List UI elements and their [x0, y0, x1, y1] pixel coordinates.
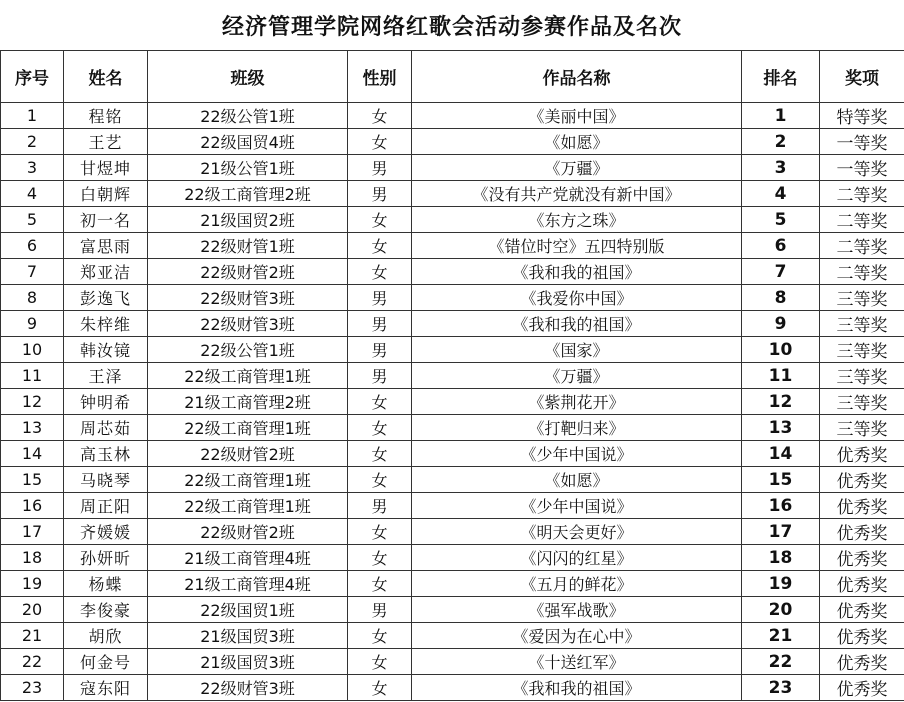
- table-header: [1, 51, 904, 103]
- cell-rank[interactable]: 12: [742, 389, 820, 415]
- cell-no[interactable]: 6: [1, 233, 64, 259]
- cell-no[interactable]: 19: [1, 571, 64, 597]
- cell-gender[interactable]: 女: [348, 519, 412, 545]
- table-row: [1, 675, 904, 701]
- cell-work[interactable]: 《强军战歌》: [412, 597, 742, 623]
- table-row: [1, 493, 904, 519]
- cell-class[interactable]: 21级国贸3班: [148, 649, 348, 675]
- cell-award[interactable]: 优秀奖: [820, 571, 904, 597]
- cell-name[interactable]: 高玉林: [64, 441, 148, 467]
- results-table: [0, 50, 904, 701]
- table-row: [1, 415, 904, 441]
- cell-class[interactable]: 21级国贸2班: [148, 207, 348, 233]
- cell-award[interactable]: 二等奖: [820, 233, 904, 259]
- cell-award[interactable]: 优秀奖: [820, 623, 904, 649]
- cell-rank[interactable]: 14: [742, 441, 820, 467]
- header-work[interactable]: 作品名称: [412, 51, 742, 103]
- cell-work[interactable]: 《万疆》: [412, 363, 742, 389]
- cell-class[interactable]: 21级工商管理2班: [148, 389, 348, 415]
- cell-name[interactable]: 周正阳: [64, 493, 148, 519]
- cell-award[interactable]: 二等奖: [820, 207, 904, 233]
- table-body: [1, 103, 904, 701]
- cell-class[interactable]: 22级公管1班: [148, 103, 348, 129]
- table-row: [1, 337, 904, 363]
- cell-no[interactable]: 9: [1, 311, 64, 337]
- cell-name[interactable]: 李俊豪: [64, 597, 148, 623]
- cell-award[interactable]: 三等奖: [820, 363, 904, 389]
- cell-name[interactable]: 王艺: [64, 129, 148, 155]
- cell-name[interactable]: 马晓琴: [64, 467, 148, 493]
- cell-work[interactable]: 《少年中国说》: [412, 493, 742, 519]
- table-row: [1, 623, 904, 649]
- cell-gender[interactable]: 男: [348, 493, 412, 519]
- header-row: [1, 51, 904, 103]
- cell-name[interactable]: 杨蝶: [64, 571, 148, 597]
- cell-no[interactable]: 21: [1, 623, 64, 649]
- cell-work[interactable]: 《紫荆花开》: [412, 389, 742, 415]
- cell-no[interactable]: 22: [1, 649, 64, 675]
- cell-class[interactable]: 22级财管3班: [148, 311, 348, 337]
- table-row: [1, 545, 904, 571]
- cell-award[interactable]: 优秀奖: [820, 675, 904, 701]
- cell-rank[interactable]: 21: [742, 623, 820, 649]
- cell-name[interactable]: 胡欣: [64, 623, 148, 649]
- cell-class[interactable]: 21级国贸3班: [148, 623, 348, 649]
- cell-gender[interactable]: 女: [348, 571, 412, 597]
- cell-no[interactable]: 5: [1, 207, 64, 233]
- cell-work[interactable]: 《少年中国说》: [412, 441, 742, 467]
- cell-class[interactable]: 22级国贸4班: [148, 129, 348, 155]
- header-award[interactable]: 奖项: [820, 51, 904, 103]
- cell-gender[interactable]: 女: [348, 623, 412, 649]
- cell-gender[interactable]: 女: [348, 233, 412, 259]
- cell-award[interactable]: 一等奖: [820, 129, 904, 155]
- cell-gender[interactable]: 女: [348, 467, 412, 493]
- cell-work[interactable]: 《五月的鲜花》: [412, 571, 742, 597]
- cell-name[interactable]: 朱梓维: [64, 311, 148, 337]
- cell-gender[interactable]: 男: [348, 363, 412, 389]
- cell-class[interactable]: 22级工商管理1班: [148, 363, 348, 389]
- cell-work[interactable]: 《闪闪的红星》: [412, 545, 742, 571]
- cell-no[interactable]: 23: [1, 675, 64, 701]
- table-row: [1, 311, 904, 337]
- cell-gender[interactable]: 女: [348, 259, 412, 285]
- header-class[interactable]: 班级: [148, 51, 348, 103]
- cell-work[interactable]: 《没有共产党就没有新中国》: [412, 181, 742, 207]
- cell-award[interactable]: 优秀奖: [820, 441, 904, 467]
- cell-rank[interactable]: 8: [742, 285, 820, 311]
- header-rank[interactable]: 排名: [742, 51, 820, 103]
- cell-no[interactable]: 16: [1, 493, 64, 519]
- cell-gender[interactable]: 男: [348, 285, 412, 311]
- cell-no[interactable]: 7: [1, 259, 64, 285]
- cell-rank[interactable]: 6: [742, 233, 820, 259]
- cell-class[interactable]: 22级工商管理2班: [148, 181, 348, 207]
- table-row: [1, 519, 904, 545]
- cell-award[interactable]: 一等奖: [820, 155, 904, 181]
- cell-award[interactable]: 二等奖: [820, 259, 904, 285]
- cell-no[interactable]: 18: [1, 545, 64, 571]
- cell-no[interactable]: 20: [1, 597, 64, 623]
- table-row: [1, 649, 904, 675]
- cell-rank[interactable]: 1: [742, 103, 820, 129]
- cell-award[interactable]: 特等奖: [820, 103, 904, 129]
- table-row: [1, 571, 904, 597]
- cell-work[interactable]: 《十送红军》: [412, 649, 742, 675]
- cell-gender[interactable]: 女: [348, 649, 412, 675]
- cell-class[interactable]: 22级财管3班: [148, 675, 348, 701]
- cell-name[interactable]: 寇东阳: [64, 675, 148, 701]
- table-row: [1, 103, 904, 129]
- cell-rank[interactable]: 10: [742, 337, 820, 363]
- cell-rank[interactable]: 18: [742, 545, 820, 571]
- cell-work[interactable]: 《爱因为在心中》: [412, 623, 742, 649]
- cell-award[interactable]: 优秀奖: [820, 519, 904, 545]
- header-name[interactable]: 姓名: [64, 51, 148, 103]
- cell-no[interactable]: 1: [1, 103, 64, 129]
- cell-gender[interactable]: 女: [348, 415, 412, 441]
- cell-name[interactable]: 白朝辉: [64, 181, 148, 207]
- cell-gender[interactable]: 女: [348, 129, 412, 155]
- cell-name[interactable]: 周芯茹: [64, 415, 148, 441]
- table-row: [1, 389, 904, 415]
- cell-no[interactable]: 10: [1, 337, 64, 363]
- cell-award[interactable]: 三等奖: [820, 311, 904, 337]
- cell-no[interactable]: 13: [1, 415, 64, 441]
- cell-work[interactable]: 《如愿》: [412, 129, 742, 155]
- header-gender[interactable]: 性别: [348, 51, 412, 103]
- cell-work[interactable]: 《万疆》: [412, 155, 742, 181]
- cell-rank[interactable]: 3: [742, 155, 820, 181]
- cell-rank[interactable]: 17: [742, 519, 820, 545]
- cell-rank[interactable]: 20: [742, 597, 820, 623]
- cell-gender[interactable]: 男: [348, 337, 412, 363]
- sheet-title: 经济管理学院网络红歌会活动参赛作品及名次: [221, 13, 682, 40]
- cell-rank[interactable]: 23: [742, 675, 820, 701]
- cell-class[interactable]: 22级财管2班: [148, 259, 348, 285]
- table-row: [1, 259, 904, 285]
- cell-name[interactable]: 甘煜坤: [64, 155, 148, 181]
- table-row: [1, 155, 904, 181]
- cell-class[interactable]: 22级工商管理1班: [148, 415, 348, 441]
- cell-no[interactable]: 12: [1, 389, 64, 415]
- cell-award[interactable]: 优秀奖: [820, 597, 904, 623]
- cell-rank[interactable]: 22: [742, 649, 820, 675]
- cell-work[interactable]: 《错位时空》五四特别版: [412, 233, 742, 259]
- cell-award[interactable]: 优秀奖: [820, 649, 904, 675]
- table-row: [1, 441, 904, 467]
- cell-work[interactable]: 《打靶归来》: [412, 415, 742, 441]
- cell-name[interactable]: 钟明希: [64, 389, 148, 415]
- table-row: [1, 363, 904, 389]
- cell-work[interactable]: 《明天会更好》: [412, 519, 742, 545]
- cell-award[interactable]: 三等奖: [820, 337, 904, 363]
- cell-rank[interactable]: 5: [742, 207, 820, 233]
- cell-no[interactable]: 2: [1, 129, 64, 155]
- cell-award[interactable]: 三等奖: [820, 285, 904, 311]
- table-row: [1, 129, 904, 155]
- cell-rank[interactable]: 4: [742, 181, 820, 207]
- table-row: [1, 181, 904, 207]
- cell-award[interactable]: 二等奖: [820, 181, 904, 207]
- table-row: [1, 233, 904, 259]
- cell-gender[interactable]: 女: [348, 441, 412, 467]
- cell-award[interactable]: 优秀奖: [820, 493, 904, 519]
- cell-work[interactable]: 《国家》: [412, 337, 742, 363]
- cell-class[interactable]: 22级财管1班: [148, 233, 348, 259]
- cell-rank[interactable]: 16: [742, 493, 820, 519]
- cell-award[interactable]: 优秀奖: [820, 545, 904, 571]
- cell-gender[interactable]: 男: [348, 181, 412, 207]
- cell-name[interactable]: 初一名: [64, 207, 148, 233]
- cell-class[interactable]: 22级财管3班: [148, 285, 348, 311]
- cell-no[interactable]: 4: [1, 181, 64, 207]
- cell-rank[interactable]: 19: [742, 571, 820, 597]
- cell-work[interactable]: 《我和我的祖国》: [412, 675, 742, 701]
- cell-rank[interactable]: 13: [742, 415, 820, 441]
- cell-no[interactable]: 15: [1, 467, 64, 493]
- cell-no[interactable]: 8: [1, 285, 64, 311]
- cell-name[interactable]: 孙妍昕: [64, 545, 148, 571]
- table-row: [1, 597, 904, 623]
- cell-class[interactable]: 22级财管2班: [148, 519, 348, 545]
- cell-no[interactable]: 14: [1, 441, 64, 467]
- cell-award[interactable]: 三等奖: [820, 389, 904, 415]
- cell-rank[interactable]: 15: [742, 467, 820, 493]
- cell-no[interactable]: 17: [1, 519, 64, 545]
- cell-name[interactable]: 齐媛媛: [64, 519, 148, 545]
- cell-name[interactable]: 郑亚洁: [64, 259, 148, 285]
- cell-name[interactable]: 程铭: [64, 103, 148, 129]
- cell-class[interactable]: 22级工商管理1班: [148, 467, 348, 493]
- cell-rank[interactable]: 7: [742, 259, 820, 285]
- cell-class[interactable]: 22级财管2班: [148, 441, 348, 467]
- cell-no[interactable]: 11: [1, 363, 64, 389]
- cell-class[interactable]: 22级国贸1班: [148, 597, 348, 623]
- cell-name[interactable]: 王泽: [64, 363, 148, 389]
- cell-gender[interactable]: 男: [348, 311, 412, 337]
- cell-rank[interactable]: 11: [742, 363, 820, 389]
- cell-class[interactable]: 21级工商管理4班: [148, 571, 348, 597]
- table-row: [1, 207, 904, 233]
- cell-gender[interactable]: 女: [348, 207, 412, 233]
- cell-award[interactable]: 三等奖: [820, 415, 904, 441]
- cell-gender[interactable]: 女: [348, 545, 412, 571]
- header-no[interactable]: 序号: [1, 51, 64, 103]
- cell-gender[interactable]: 男: [348, 597, 412, 623]
- cell-rank[interactable]: 9: [742, 311, 820, 337]
- cell-gender[interactable]: 女: [348, 389, 412, 415]
- table-row: [1, 285, 904, 311]
- cell-gender[interactable]: 女: [348, 103, 412, 129]
- cell-class[interactable]: 22级公管1班: [148, 337, 348, 363]
- cell-name[interactable]: 何金号: [64, 649, 148, 675]
- cell-gender[interactable]: 男: [348, 155, 412, 181]
- cell-work[interactable]: 《美丽中国》: [412, 103, 742, 129]
- cell-name[interactable]: 富思雨: [64, 233, 148, 259]
- cell-work[interactable]: 《如愿》: [412, 467, 742, 493]
- cell-award[interactable]: 优秀奖: [820, 467, 904, 493]
- cell-name[interactable]: 韩汝镜: [64, 337, 148, 363]
- cell-class[interactable]: 21级公管1班: [148, 155, 348, 181]
- cell-work[interactable]: 《我和我的祖国》: [412, 311, 742, 337]
- cell-work[interactable]: 《东方之珠》: [412, 207, 742, 233]
- cell-work[interactable]: 《我爱你中国》: [412, 285, 742, 311]
- cell-gender[interactable]: 女: [348, 675, 412, 701]
- cell-name[interactable]: 彭逸飞: [64, 285, 148, 311]
- table-row: [1, 467, 904, 493]
- cell-work[interactable]: 《我和我的祖国》: [412, 259, 742, 285]
- cell-class[interactable]: 22级工商管理1班: [148, 493, 348, 519]
- cell-class[interactable]: 21级工商管理4班: [148, 545, 348, 571]
- cell-no[interactable]: 3: [1, 155, 64, 181]
- cell-rank[interactable]: 2: [742, 129, 820, 155]
